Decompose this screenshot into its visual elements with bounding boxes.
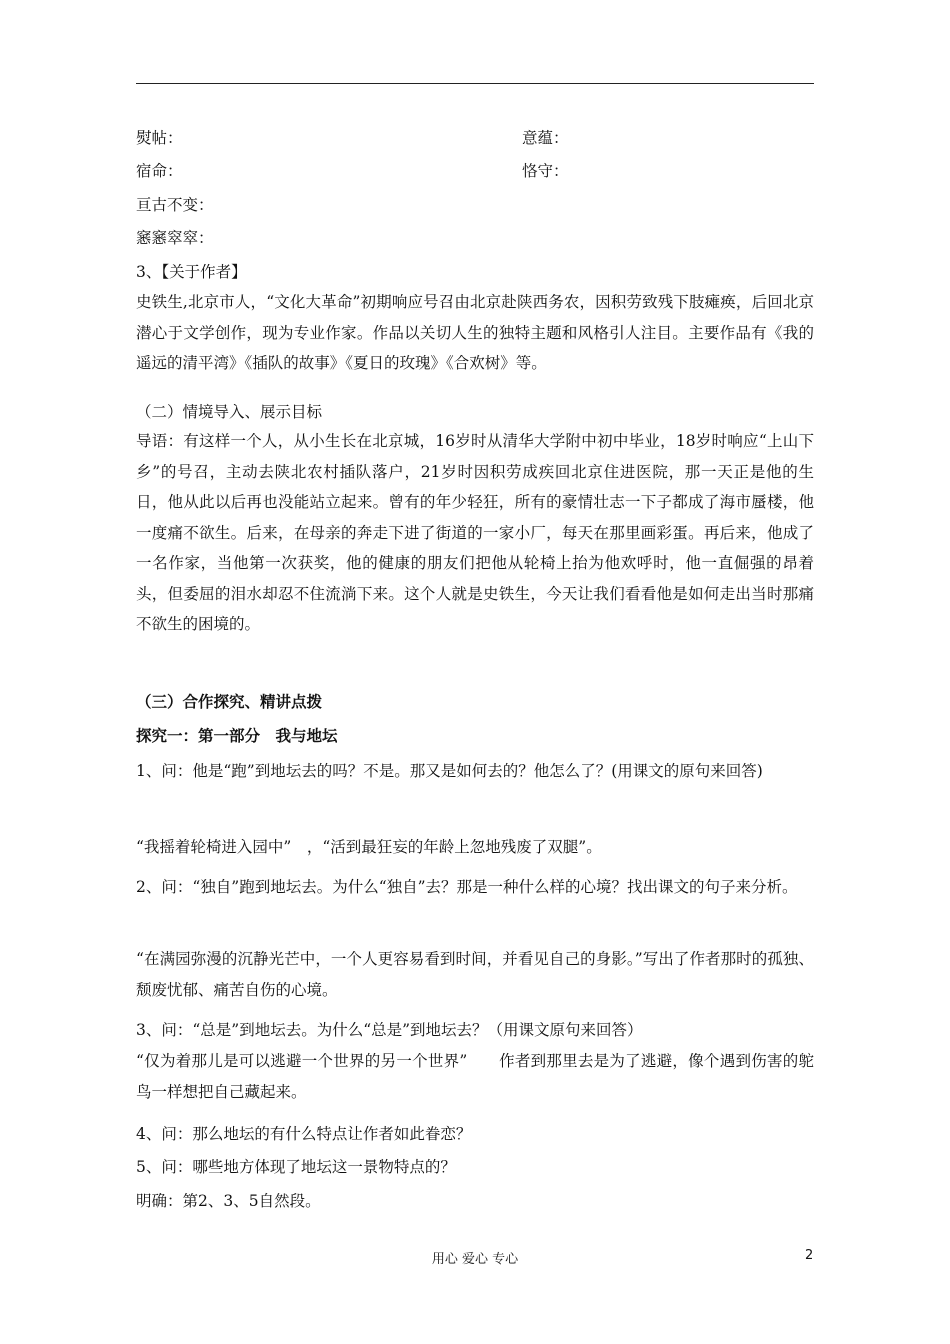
question-1: 1、问：他是“跑”到地坛去的吗？不是。那又是如何去的？他怎么了？(用课文的原句来回答) <box>136 762 763 780</box>
footer-text: 用心 爱心 专心 <box>431 1252 519 1267</box>
intro-heading: （二）情境导入、展示目标 <box>136 403 323 421</box>
header-rule <box>136 83 814 84</box>
question-2: 2、问：“独自”跑到地坛去。为什么“独自”去？那是一种什么样的心境？找出课文的句子来分析。 <box>136 878 798 896</box>
explore-heading: （三）合作探究、精讲点拨 <box>136 692 323 711</box>
vocab-term: 恪守： <box>522 162 569 180</box>
answer-3: “仅为着那儿是可以逃避一个世界的另一个世界” 作者到那里去是为了逃避，像个遇到伤害的鸵鸟一样想把自己藏起来。 <box>136 1052 814 1101</box>
about-author-paragraph: 史铁生,北京市人，“文化大革命”初期响应号召由北京赴陕西务农，因积劳致残下肢瘫痪，后回北京潜心于文学创作，现为专业作家。作品以关切人生的独特主题和风格引人注目。主要作品有《我的遥远的清平湾》《插队的故事》《夏日的玫瑰》《合欢树》等。 <box>136 293 814 372</box>
page-number: 2 <box>805 1248 814 1263</box>
explore-subheading: 探究一：第一部分 我与地坛 <box>136 726 338 745</box>
answer-2: “在满园弥漫的沉静光芒中，一个人更容易看到时间，并看见自己的身影。”写出了作者那时的孤独、颓废忧郁、痛苦自伤的心境。 <box>136 950 814 999</box>
vocab-term: 宿命： <box>136 162 183 180</box>
vocab-term: 意蕴： <box>522 129 569 147</box>
question-5: 5、问：哪些地方体现了地坛这一景物特点的？ <box>136 1158 456 1176</box>
vocab-term: 熨帖： <box>136 129 183 147</box>
vocab-term: 亘古不变： <box>136 196 214 214</box>
about-author-heading: 3、【关于作者】 <box>136 263 247 281</box>
intro-paragraph: 导语：有这样一个人，从小生长在北京城，16岁时从清华大学附中初中毕业，18岁时响应“上山下乡”的号召，主动去陕北农村插队落户，21岁时因积劳成疾回北京住进医院，那一天正是他的生日，他从此以后再也没能站立起来。曾有的年少轻狂，所有的豪情壮志一下子都成了海市蜃楼，他一度痛不欲生。后来，在母亲的奔走下进了街道的一家小厂，每天在那里画彩蛋。再后来，他成了一名作家，当他第一次获奖，他的健康的朋友们把他从轮椅上抬为他欢呼时，他一直倔强的昂着头，但委屈的泪水却忍不住流淌下来。这个人就是史铁生，今天让我们看看他是如何走出当时那痛不欲生的困境的。 <box>136 432 814 633</box>
question-4: 4、问：那么地坛的有什么特点让作者如此眷恋？ <box>136 1125 472 1143</box>
question-3: 3、问：“总是”到地坛去。为什么“总是”到地坛去？（用课文原句来回答） <box>136 1021 643 1039</box>
clarification: 明确：第2、3、5自然段。 <box>136 1192 321 1210</box>
answer-1: “我摇着轮椅进入园中” ，“活到最狂妄的年龄上忽地残废了双腿”。 <box>136 838 602 856</box>
vocab-term: 窸窸窣窣： <box>136 229 214 247</box>
